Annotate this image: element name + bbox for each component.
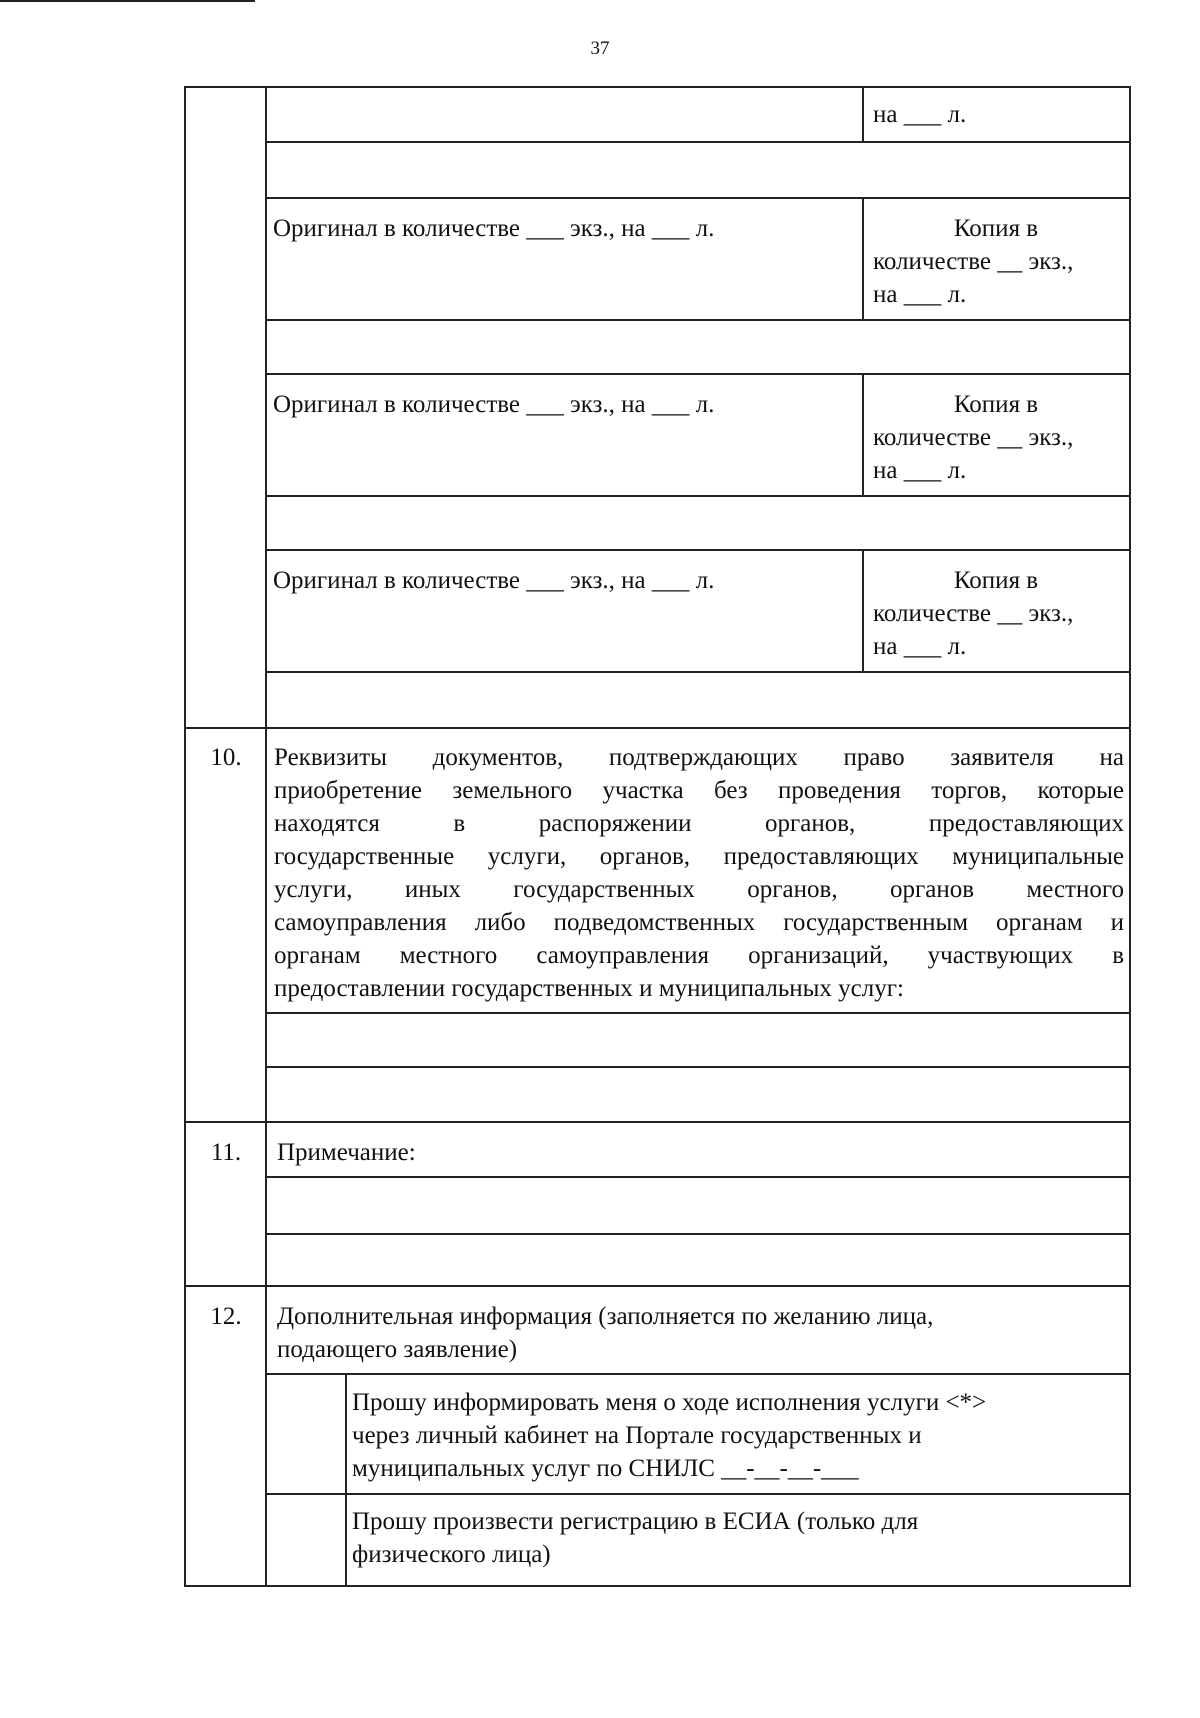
option-line: Прошу информировать меня о ходе исполнения услуги <*> [352, 1389, 987, 1416]
original-count-text: Оригинал в количестве ___ экз., на ___ л. [273, 391, 715, 418]
paragraph-line: органам местного самоуправления организаций, участвующих в [274, 942, 1124, 969]
copy-count-line: Копия в [953, 391, 1039, 418]
page-number: 37 [590, 38, 610, 59]
row-border [265, 1493, 1131, 1495]
option-esia-registration [352, 1505, 918, 1571]
paragraph-line: Реквизиты документов, подтверждающих право заявителя на [274, 744, 1124, 771]
checkbox-column-border [345, 1374, 347, 1586]
copy-count-line: количестве __ экз., [873, 600, 1074, 627]
original-count-text: Оригинал в количестве ___ экз., на ___ л. [273, 215, 715, 242]
paragraph-line: приобретение земельного участка без проведения торгов, которые [274, 777, 1124, 804]
row-border [265, 1066, 1131, 1068]
copy-count-line: Копия в [953, 215, 1039, 242]
row-border [265, 1233, 1131, 1235]
table-border-right [1129, 86, 1131, 1586]
row-border [265, 671, 1131, 673]
additional-info-line: Дополнительная информация (заполняется по желанию лица, [277, 1303, 934, 1330]
copy-count-line: Копия в [953, 567, 1039, 594]
row-border [265, 1373, 1131, 1375]
row-border [265, 1176, 1131, 1178]
section-number: 12. [210, 1303, 242, 1330]
paragraph-line: находятся в распоряжении органов, предоставляющих [274, 810, 1124, 837]
section-number: 11. [210, 1139, 242, 1166]
option-checkbox[interactable] [269, 1497, 343, 1583]
scan-edge-mark [0, 0, 255, 2]
number-column-border [265, 86, 267, 1586]
section-number: 10. [210, 744, 242, 771]
paragraph-line: услуги, иных государственных органов, органов местного [274, 876, 1124, 903]
copy-column-border [862, 550, 864, 672]
copy-count-line: на ___ л. [873, 457, 967, 484]
paragraph-line: предоставлении государственных и муниципальных услуг: [274, 975, 904, 1002]
copy-count-line: на ___ л. [873, 633, 967, 660]
section-border [184, 1285, 1131, 1287]
row-border [265, 549, 1131, 551]
additional-info-line: подающего заявление) [277, 1336, 518, 1363]
row-border [265, 1012, 1131, 1014]
option-checkbox[interactable] [269, 1377, 343, 1491]
table-border-left [184, 86, 186, 1586]
table-border-top [184, 86, 1131, 88]
option-line: физического лица) [352, 1541, 551, 1568]
row-border [265, 373, 1131, 375]
original-count-text: Оригинал в количестве ___ экз., на ___ л. [273, 567, 715, 594]
option-line: Прошу произвести регистрацию в ЕСИА (только для [352, 1508, 919, 1535]
section-border [184, 1121, 1131, 1123]
row-border [265, 197, 1131, 199]
table-border-bottom [184, 1585, 1131, 1587]
copy-count-line: количестве __ экз., [873, 248, 1074, 275]
note-label: Примечание: [277, 1139, 416, 1166]
copy-column-border [862, 198, 864, 320]
copy-sheets-tail: на ___ л. [873, 101, 967, 128]
option-line: через личный кабинет на Портале государственных и [352, 1422, 922, 1449]
section-border [184, 727, 1131, 729]
copy-column-border [862, 374, 864, 496]
copy-count-line: количестве __ экз., [873, 424, 1074, 451]
option-line: муниципальных услуг по СНИЛС __-__-__-___ [352, 1455, 859, 1482]
row-border [265, 141, 1131, 143]
row-border [265, 319, 1131, 321]
option-inform-via-portal [352, 1386, 986, 1485]
copy-column-border [862, 86, 864, 142]
paragraph-line: государственные услуги, органов, предоставляющих муниципальные [274, 843, 1124, 870]
paragraph-line: самоуправления либо подведомственных государственным органам и [274, 909, 1124, 936]
copy-count-line: на ___ л. [873, 281, 967, 308]
row-border [265, 495, 1131, 497]
section10-paragraph [274, 741, 1124, 1005]
